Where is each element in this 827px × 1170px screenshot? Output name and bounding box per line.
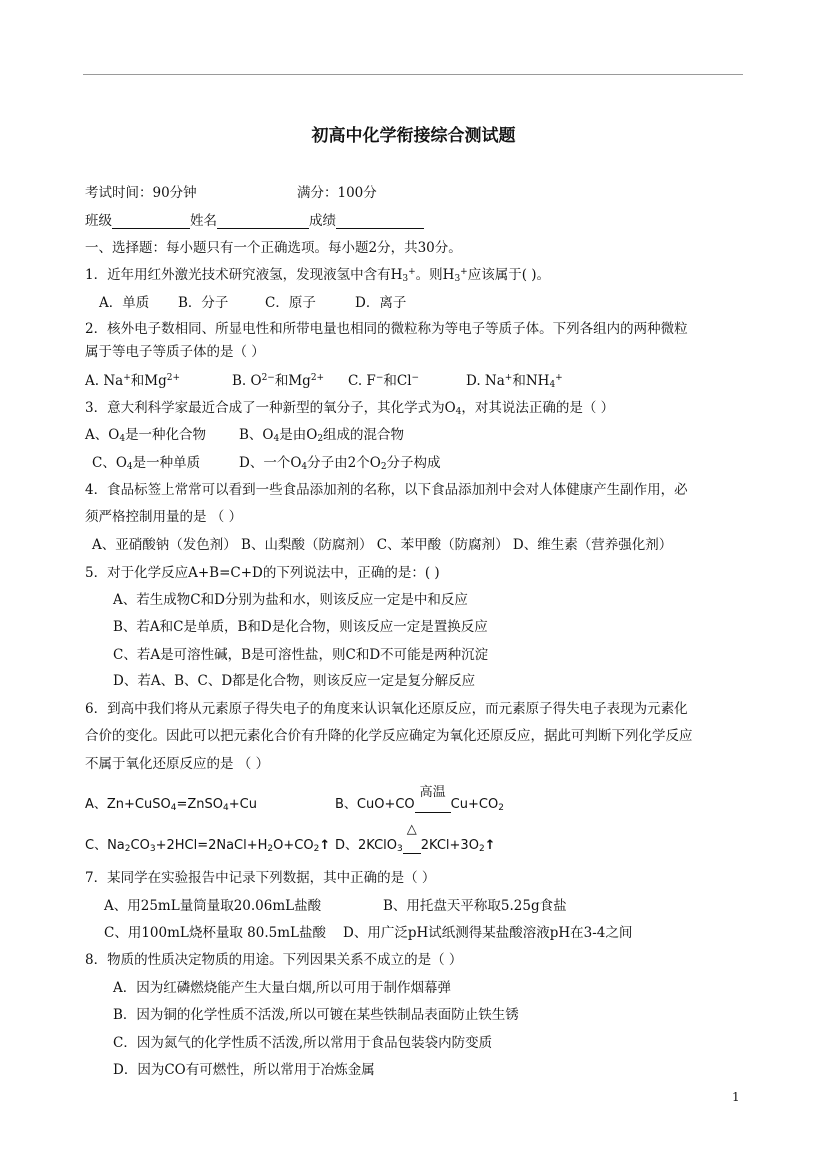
header-rule xyxy=(83,74,743,75)
class-blank[interactable] xyxy=(112,214,190,229)
reaction-condition-heat: △ xyxy=(403,838,421,854)
name-label: 姓名 xyxy=(190,213,217,229)
gas-arrow-icon: ↑ xyxy=(484,838,496,853)
question-2-stem-line2: 属于等电子等质子体的是（ ） xyxy=(85,344,265,360)
question-2-option-c[interactable]: C. F−和Cl− xyxy=(348,373,420,389)
question-1-option-d[interactable]: D．离子 xyxy=(355,295,407,311)
question-5-option-c[interactable]: C、若A是可溶性碱，B是可溶性盐，则C和D不可能是两种沉淀 xyxy=(113,647,489,663)
question-7-stem: 7．某同学在实验报告中记录下列数据，其中正确的是（ ） xyxy=(85,870,436,886)
grade-blank[interactable] xyxy=(336,214,424,229)
exam-time: 考试时间：90分钟 xyxy=(85,185,197,201)
question-8-option-b[interactable]: B．因为铜的化学性质不活泼,所以可镀在某些铁制品表面防止铁生锈 xyxy=(113,1007,519,1023)
question-6-option-d[interactable]: D、2KClO$_3$ △ $2KCl+3O_2↑$ xyxy=(335,822,496,854)
question-3-stem: 3．意大利科学家最近合成了一种新型的氧分子，其化学式为$O_4$，对其说法正确的是（ ） xyxy=(85,400,615,417)
question-3-option-a[interactable]: A、$O_4$是一种化合物 xyxy=(85,427,207,444)
name-blank[interactable] xyxy=(217,214,309,229)
page-number: 1 xyxy=(732,1090,740,1104)
info-row xyxy=(85,209,424,229)
question-5-option-d[interactable]: D、若A、B、C、D都是化合物，则该反应一定是复分解反应 xyxy=(113,673,476,689)
question-6-stem-line1: 6．到高中我们将从元素原子得失电子的角度来认识氧化还原反应，而元素原子得失电子表现为元素化 xyxy=(85,701,688,717)
question-5-stem: 5．对于化学反应A+B=C+D的下列说法中，正确的是：( ) xyxy=(85,565,440,581)
question-7-option-a[interactable]: A、用25mL量筒量取20.06mL盐酸 xyxy=(104,898,322,914)
grade-label: 成绩 xyxy=(309,213,336,229)
question-1-option-b[interactable]: B．分子 xyxy=(178,295,229,311)
question-2-stem-line1: 2．核外电子数相同、所显电性和所带电量也相同的微粒称为等电子等质子体。下列各组内的两种微粒 xyxy=(85,321,688,337)
reaction-condition-high-temp: 高温 xyxy=(415,797,451,813)
question-5-option-b[interactable]: B、若A和C是单质，B和D是化合物，则该反应一定是置换反应 xyxy=(113,619,488,635)
question-3-option-d[interactable]: D、一个$O_4$分子由2个$O_2$分子构成 xyxy=(239,455,441,472)
question-1-option-c[interactable]: C．原子 xyxy=(265,295,316,311)
page-title: 初高中化学衔接综合测试题 xyxy=(311,126,516,146)
full-score: 满分：100分 xyxy=(297,185,377,201)
question-5-option-a[interactable]: A、若生成物C和D分别为盐和水，则该反应一定是中和反应 xyxy=(113,592,468,608)
question-6-stem-line2: 合价的变化。因此可以把元素化合价有升降的化学反应确定为氧化还原反应，据此可判断下列化学反应 xyxy=(85,728,693,744)
question-8-stem: 8．物质的性质决定物质的用途。下列因果关系不成立的是（ ） xyxy=(85,952,463,968)
class-label: 班级 xyxy=(85,213,112,229)
question-6-option-c[interactable]: C、$Na_2CO_3+2HCl=2NaCl+H_2O+CO_2↑$ xyxy=(85,838,331,854)
question-7-option-b[interactable]: B、用托盘天平称取5.25g食盐 xyxy=(383,898,567,914)
question-8-option-c[interactable]: C．因为氮气的化学性质不活泼,所以常用于食品包装袋内防变质 xyxy=(113,1035,493,1051)
question-8-option-d[interactable]: D．因为CO有可燃性，所以常用于冶炼金属 xyxy=(113,1062,375,1078)
section-heading: 一、选择题：每小题只有一个正确选项。每小题2分，共30分。 xyxy=(85,240,462,256)
question-4-stem-line2: 须严格控制用量的是 （ ） xyxy=(85,509,243,525)
question-6-option-b[interactable]: B、CuO+CO 高温 $Cu+CO_2$ xyxy=(335,785,504,813)
question-2-option-a[interactable]: A. Na+和$Mg^{2+}$ xyxy=(85,373,180,389)
question-7-option-d[interactable]: D、用广泛pH试纸测得某盐酸溶液pH在3-4之间 xyxy=(343,925,633,941)
question-7-option-c[interactable]: C、用100mL烧杯量取 80.5mL盐酸 xyxy=(104,925,326,941)
question-1-option-a[interactable]: A．单质 xyxy=(99,295,150,311)
question-3-option-c[interactable]: C、$O_4$是一种单质 xyxy=(92,455,201,472)
question-4-stem-line1: 4．食品标签上常常可以看到一些食品添加剂的名称，以下食品添加剂中会对人体健康产生副作用，必 xyxy=(85,482,688,498)
question-3-option-b[interactable]: B、$O_4$是由$O_2$组成的混合物 xyxy=(239,427,405,444)
question-1-stem: 1．近年用红外激光技术研究液氢，发现液氢中含有$H_3^+$。则$H_3^+$应该属于( )。 xyxy=(85,267,551,284)
question-6-stem-line3: 不属于氧化还原反应的是 （ ） xyxy=(85,756,270,772)
question-4-options[interactable]: A、亚硝酸钠（发色剂） B、山梨酸（防腐剂） C、苯甲酸（防腐剂） D、维生素（营养强化剂） xyxy=(92,537,673,553)
question-2-option-d[interactable]: D. Na+和$NH_4^+$ xyxy=(466,373,563,390)
question-8-option-a[interactable]: A．因为红磷燃烧能产生大量白烟,所以可用于制作烟幕弹 xyxy=(113,980,452,996)
question-2-option-b[interactable]: B. $O^{2-}$和$Mg^{2+}$ xyxy=(232,373,325,389)
gas-arrow-icon: ↑ xyxy=(319,838,331,853)
question-6-option-a[interactable]: A、Zn+CuSO$_4$=ZnSO$_4$+Cu xyxy=(85,797,257,813)
